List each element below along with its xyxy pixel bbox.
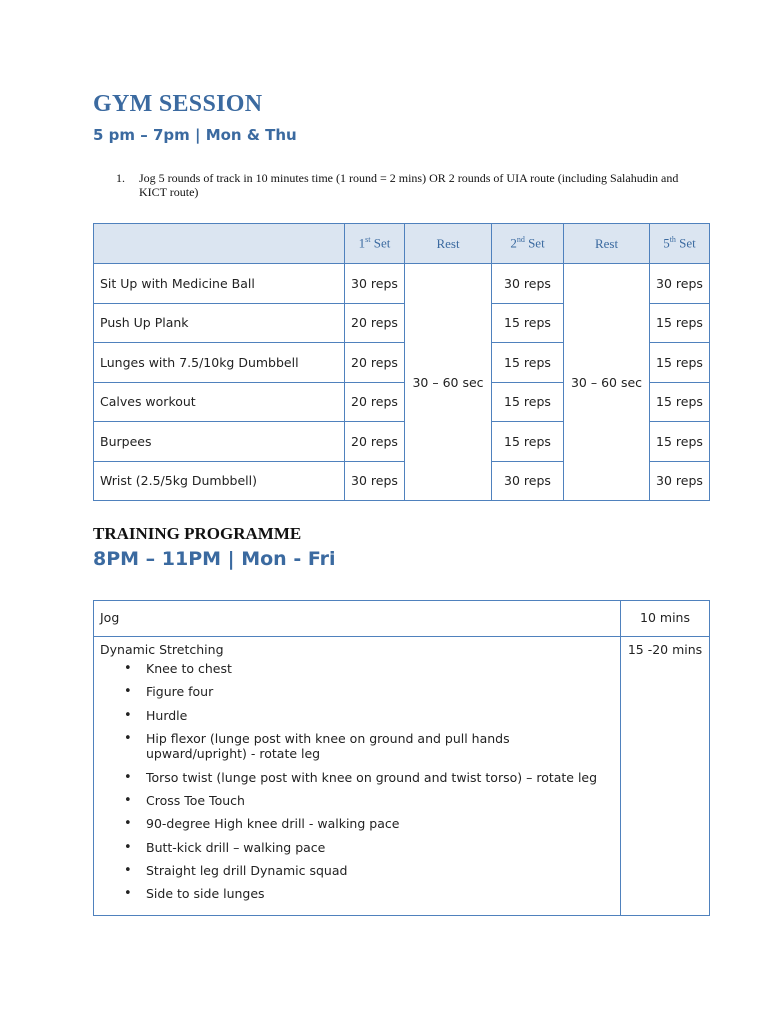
set-2-reps: 30 reps <box>492 264 564 304</box>
training-programme-time: 8PM – 11PM | Mon - Fri <box>93 548 336 570</box>
set-1-reps: 20 reps <box>345 303 405 343</box>
header-set-5: 5th Set <box>650 224 710 264</box>
jog-instruction-text: Jog 5 rounds of track in 10 minutes time (1 round = 2 mins) OR 2 rounds of UIA route (including Salahudin and KICT route) <box>139 171 679 199</box>
set-2-reps: 15 reps <box>492 303 564 343</box>
list-number: 1. <box>116 171 125 185</box>
table-row <box>94 601 710 637</box>
set-2-reps: 15 reps <box>492 422 564 462</box>
list-item: • Straight leg drill Dynamic squad <box>100 863 614 879</box>
list-item: • Torso twist (lunge post with knee on ground and twist torso) – rotate leg <box>100 770 614 786</box>
exercise-name: Calves workout <box>94 382 345 422</box>
rest-duration-1: 30 – 60 sec <box>405 264 492 501</box>
list-item: • Cross Toe Touch <box>100 793 614 809</box>
set-1-reps: 20 reps <box>345 382 405 422</box>
set-2-reps: 15 reps <box>492 382 564 422</box>
duration-dynamic-stretching: 15 -20 mins <box>621 637 710 916</box>
activity-dynamic-stretching <box>94 637 621 916</box>
set-2-reps: 15 reps <box>492 343 564 383</box>
rest-duration-2: 30 – 60 sec <box>564 264 650 501</box>
header-rest-1: Rest <box>405 224 492 264</box>
table-row <box>94 637 710 916</box>
exercise-name: Burpees <box>94 422 345 462</box>
list-item: • Butt-kick drill – walking pace <box>100 840 614 856</box>
set-1-reps: 20 reps <box>345 422 405 462</box>
set-1-reps: 30 reps <box>345 264 405 304</box>
header-set-2: 2nd Set <box>492 224 564 264</box>
header-rest-2: Rest <box>564 224 650 264</box>
list-item: • Knee to chest <box>100 661 614 677</box>
exercise-name: Sit Up with Medicine Ball <box>94 264 345 304</box>
list-item: • Side to side lunges <box>100 886 614 902</box>
set-5-reps: 15 reps <box>650 303 710 343</box>
set-1-reps: 30 reps <box>345 461 405 501</box>
set-5-reps: 15 reps <box>650 343 710 383</box>
exercise-name: Push Up Plank <box>94 303 345 343</box>
gym-session-title: GYM SESSION <box>93 91 263 117</box>
header-exercise <box>94 224 345 264</box>
table-row <box>94 264 710 304</box>
set-5-reps: 30 reps <box>650 264 710 304</box>
table-header-row <box>94 224 710 264</box>
activity-jog: Jog <box>94 601 621 637</box>
list-item: • Hurdle <box>100 708 614 724</box>
set-5-reps: 15 reps <box>650 382 710 422</box>
set-5-reps: 15 reps <box>650 422 710 462</box>
set-2-reps: 30 reps <box>492 461 564 501</box>
duration-jog: 10 mins <box>621 601 710 637</box>
dynamic-stretching-label: Dynamic Stretching <box>100 642 224 657</box>
list-item: • Hip flexor (lunge post with knee on ground and pull hands upward/upright) - rotate leg <box>100 731 614 762</box>
list-item: • Figure four <box>100 684 614 700</box>
list-item: • 90-degree High knee drill - walking pace <box>100 816 614 832</box>
exercise-name: Wrist (2.5/5kg Dumbbell) <box>94 461 345 501</box>
gym-sets-table <box>93 223 710 501</box>
drill-list <box>100 661 614 902</box>
gym-session-time: 5 pm – 7pm | Mon & Thu <box>93 126 297 144</box>
header-set-1: 1st Set <box>345 224 405 264</box>
set-1-reps: 20 reps <box>345 343 405 383</box>
exercise-name: Lunges with 7.5/10kg Dumbbell <box>94 343 345 383</box>
set-5-reps: 30 reps <box>650 461 710 501</box>
training-programme-table <box>93 600 710 916</box>
training-programme-title: TRAINING PROGRAMME <box>93 524 302 543</box>
